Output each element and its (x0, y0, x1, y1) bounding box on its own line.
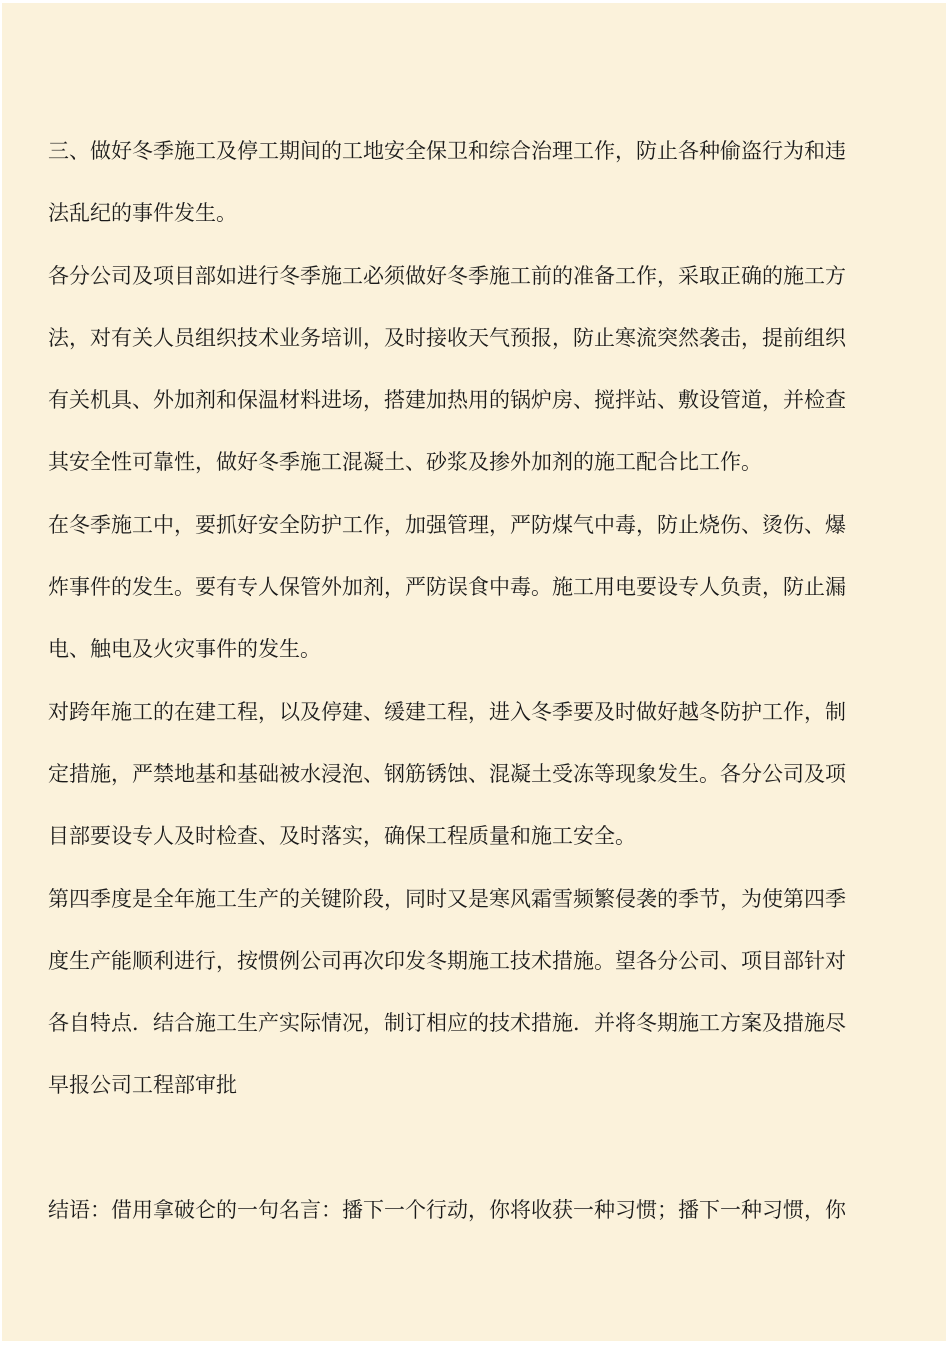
text-line: 炸事件的发生。要有专人保管外加剂，严防误食中毒。施工用电要设专人负责，防止漏 (48, 575, 846, 600)
text-line: 各分公司及项目部如进行冬季施工必须做好冬季施工前的准备工作，采取正确的施工方 (48, 263, 846, 288)
document-body (48, 120, 848, 1241)
closing-line: 结语：借用拿破仑的一句名言：播下一个行动，你将收获一种习惯；播下一种习惯，你 (48, 1198, 846, 1223)
text-line: 法乱纪的事件发生。 (48, 201, 237, 226)
text-line: 电、触电及火灾事件的发生。 (48, 637, 321, 662)
text-line: 在冬季施工中，要抓好安全防护工作，加强管理，严防煤气中毒，防止烧伤、烫伤、爆 (48, 512, 846, 537)
text-line: 对跨年施工的在建工程，以及停建、缓建工程，进入冬季要及时做好越冬防护工作，制 (48, 699, 846, 724)
text-line: 早报公司工程部审批 (48, 1073, 237, 1098)
text-line: 第四季度是全年施工生产的关键阶段，同时又是寒风霜雪频繁侵袭的季节，为使第四季 (48, 886, 846, 911)
text-line: 目部要设专人及时检查、及时落实，确保工程质量和施工安全。 (48, 824, 636, 849)
document-page (2, 3, 946, 1341)
text-line: 法，对有关人员组织技术业务培训，及时接收天气预报，防止寒流突然袭击，提前组织 (48, 325, 846, 350)
text-line: 各自特点．结合施工生产实际情况，制订相应的技术措施．并将冬期施工方案及措施尽 (48, 1011, 846, 1036)
text-line: 定措施，严禁地基和基础被水浸泡、钢筋锈蚀、混凝土受冻等现象发生。各分公司及项 (48, 761, 846, 786)
paragraph-gap (48, 1117, 848, 1179)
text-line: 三、做好冬季施工及停工期间的工地安全保卫和综合治理工作，防止各种偷盗行为和违 (48, 139, 846, 163)
text-line: 其安全性可靠性，做好冬季施工混凝土、砂浆及掺外加剂的施工配合比工作。 (48, 450, 762, 475)
text-line: 有关机具、外加剂和保温材料进场，搭建加热用的锅炉房、搅拌站、敷设管道，并检查 (48, 388, 846, 413)
text-line: 度生产能顺利进行，按惯例公司再次印发冬期施工技术措施。望各分公司、项目部针对 (48, 948, 846, 973)
